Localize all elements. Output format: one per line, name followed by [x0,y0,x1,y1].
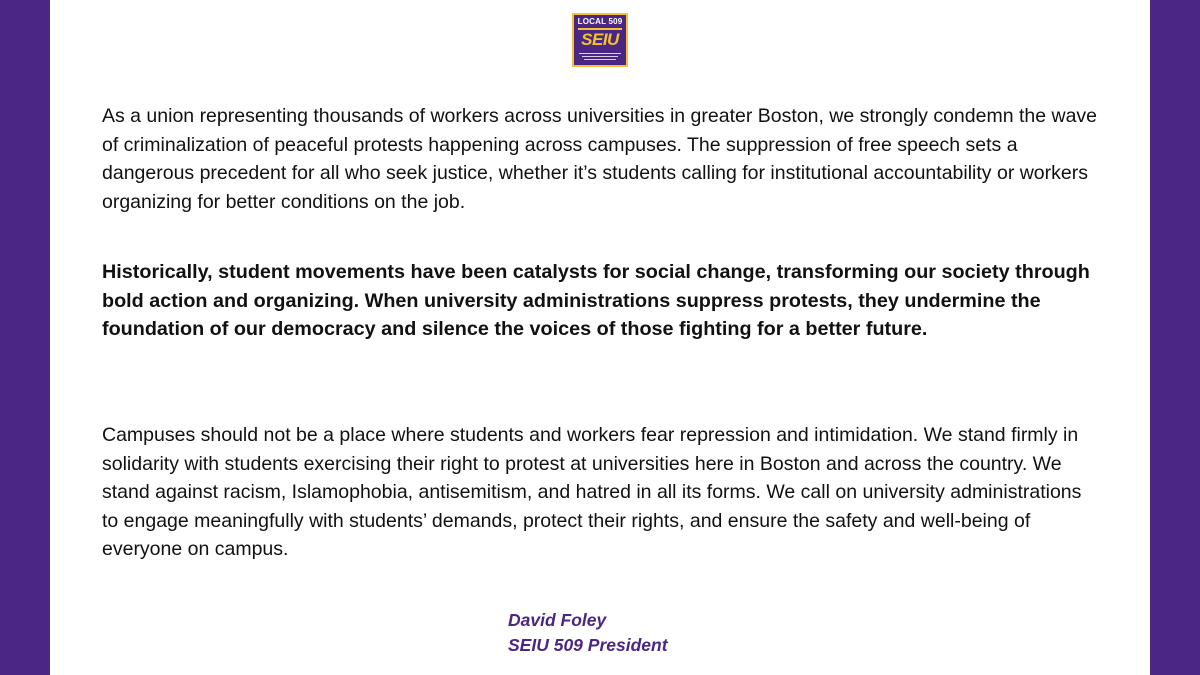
left-purple-border [0,0,50,675]
signature-title: SEIU 509 President [508,635,668,655]
logo-seiu-text: SEIU [581,30,619,49]
signature-block [508,608,668,658]
statement-paragraph-3: Campuses should not be a place where students and workers fear repression and intimidation. We stand firmly in solidarity with students exercising their right to protest at universities here in Boston and across the country. We stand against racism, Islamophobia, antisemitism, and hatred in all its forms. We call on university administrations to engage meaningfully with students’ demands, protect their rights, and ensure the safety and well-being of everyone on campus. [102,424,1082,560]
logo-fine-print [582,56,618,57]
right-purple-border [1150,0,1200,675]
logo-fine-print [579,53,621,54]
seiu-local-509-logo [572,13,628,67]
signature-name: David Foley [508,610,607,630]
logo-fine-print [584,59,616,60]
statement-paragraph-2-bold: Historically, student movements have been catalysts for social change, transforming our society through bold action and organizing. When university administrations suppress protests, they undermine the foundation of our democracy and silence the voices of those fighting for a better future. [102,261,1090,340]
statement-paragraph-1: As a union representing thousands of workers across universities in greater Boston, we strongly condemn the wave of criminalization of peaceful protests happening across campuses. The suppression of free speech sets a dangerous precedent for all who seek justice, whether it’s students calling for institutional accountability or workers organizing for better conditions on the job. [102,105,1098,213]
logo-local-text: LOCAL 509 [577,17,623,26]
